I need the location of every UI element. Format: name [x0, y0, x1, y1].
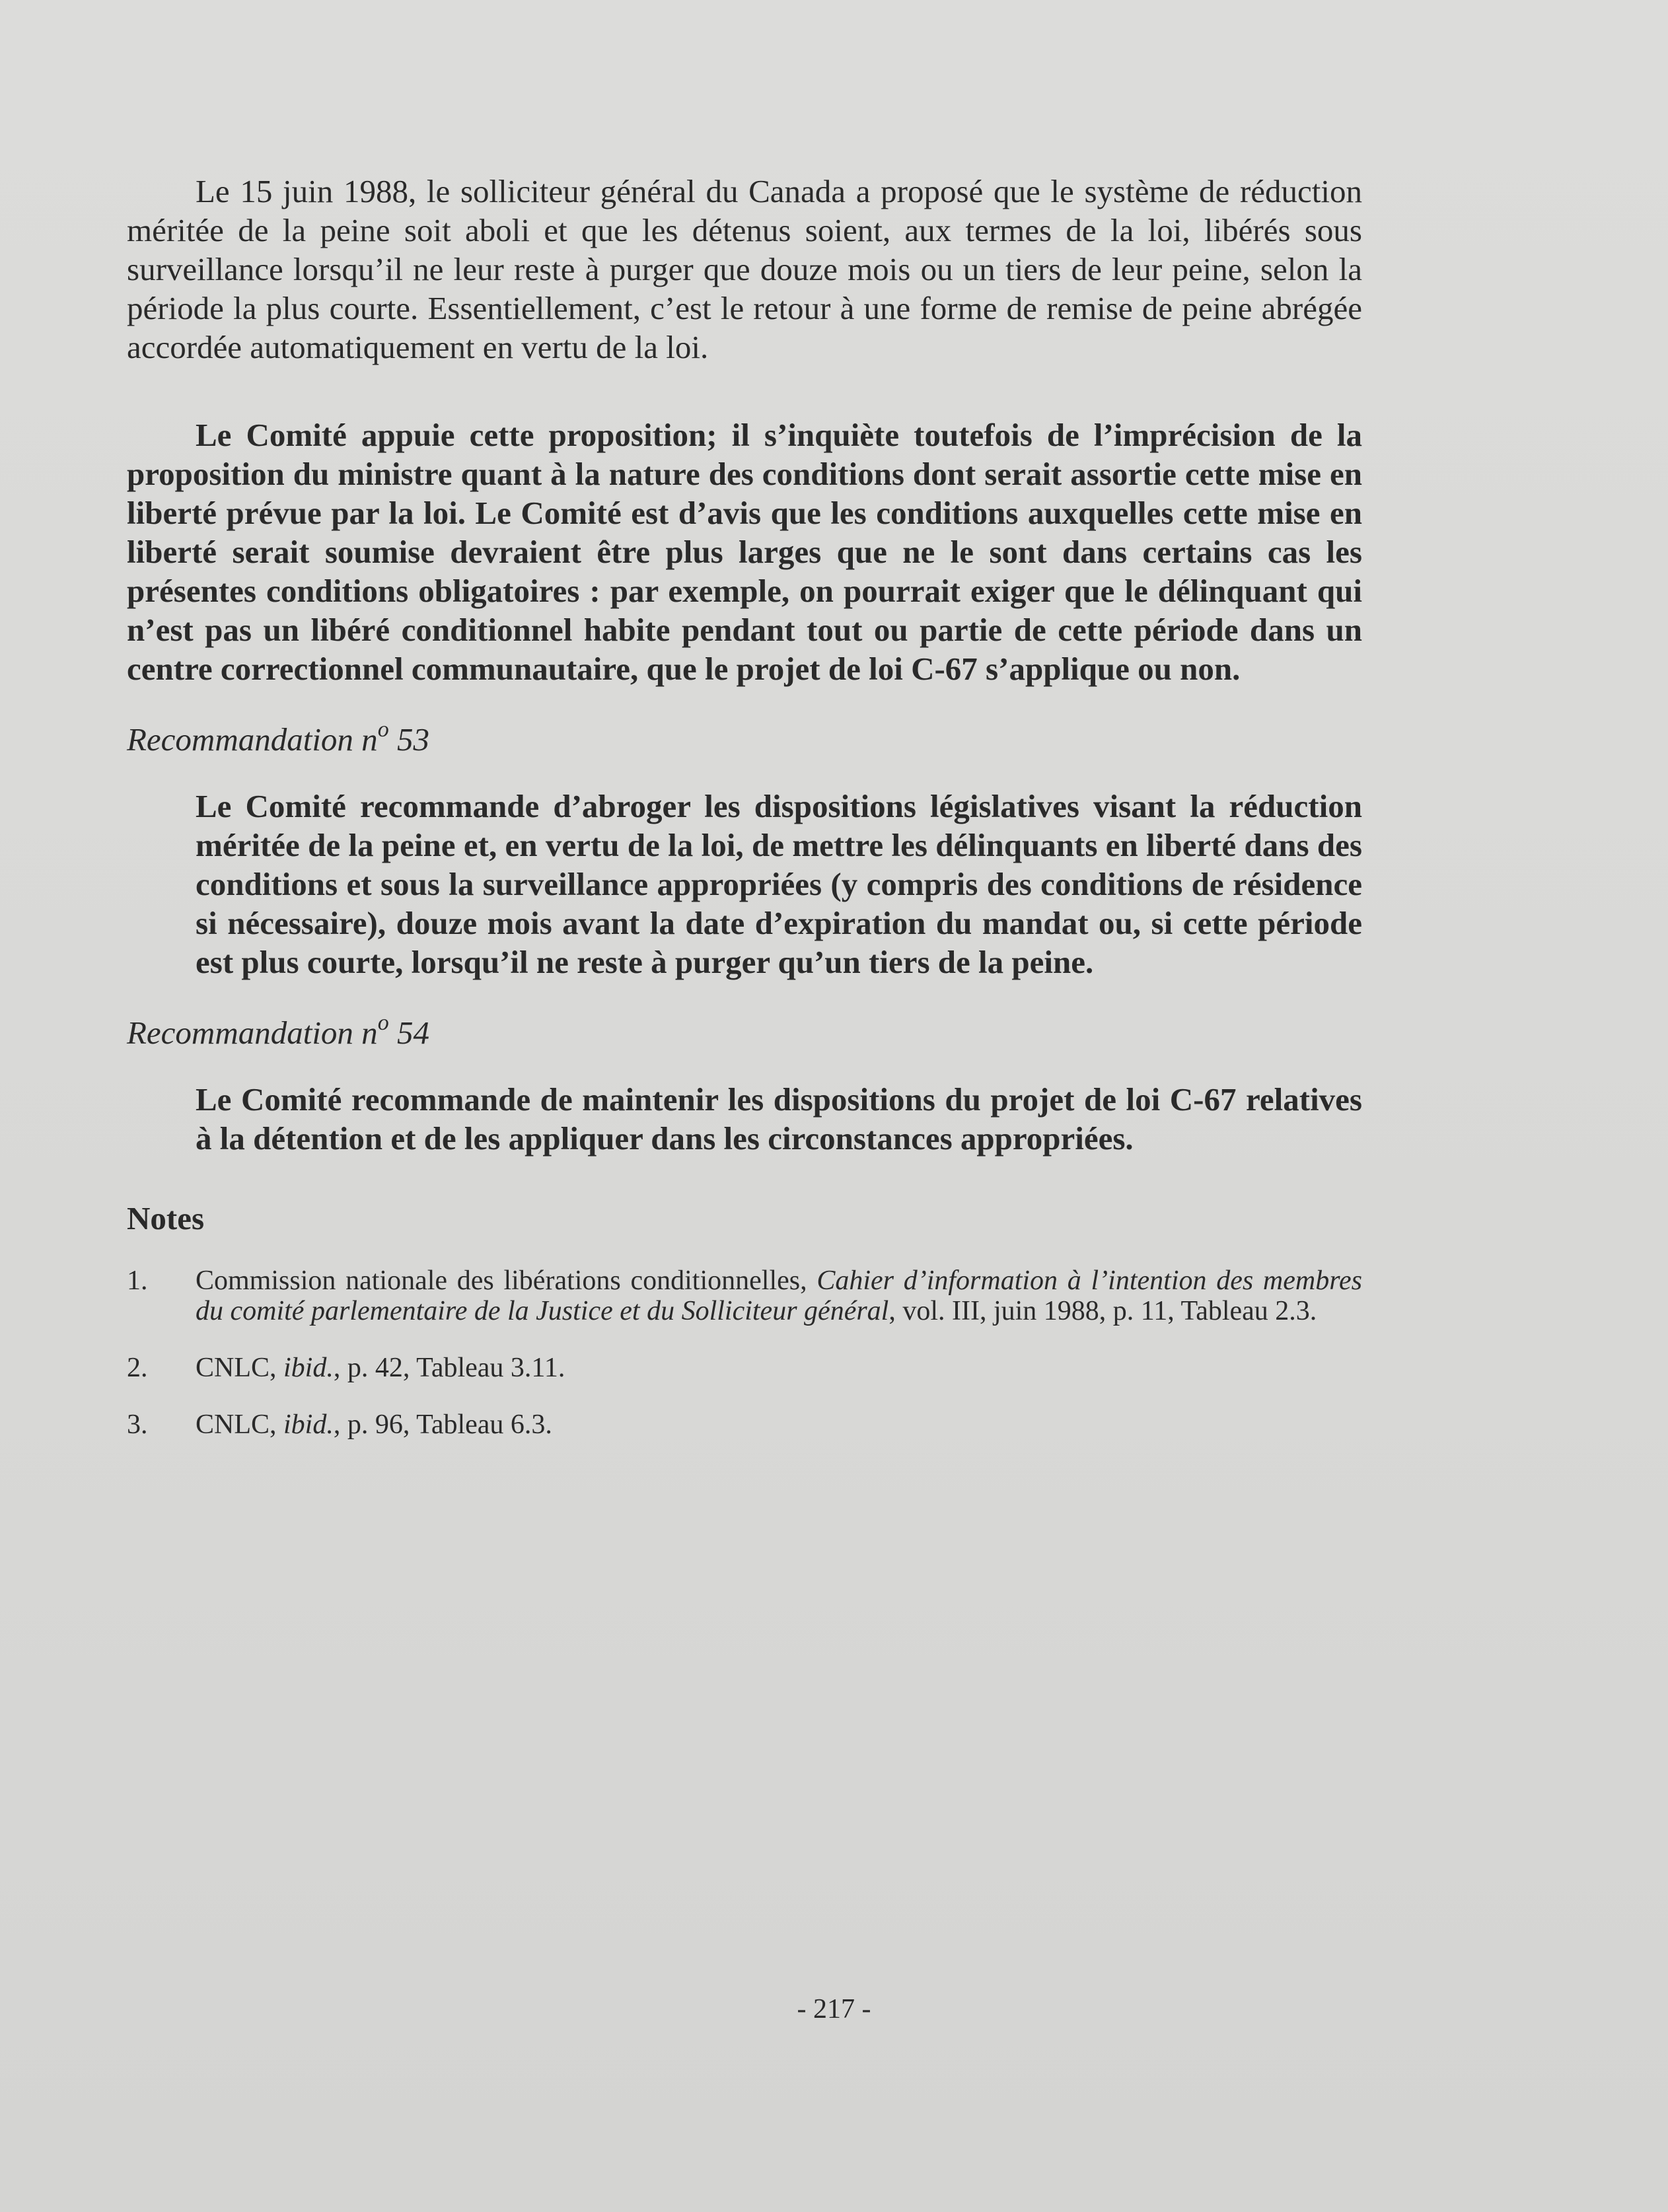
- note-text: [196, 1353, 1362, 1383]
- paragraph-committee-position: Le Comité appuie cette proposition; il s’inquiète toutefois de l’imprécision de la proposition du ministre quant à la nature des conditions dont serait assortie cette mise en liberté prévue par la loi. Le Comité est d’avis que les conditions auxquelles cette mise en liberté serait soumise devraient être plus larges que ne le sont dans certains cas les présentes conditions obligatoires : par exemple, on pourrait exiger que le délinquant qui n’est pas un libéré conditionnel habite pendant tout ou partie de cette période dans un centre correctionnel communautaire, que le projet de loi C-67 s’applique ou non.: [127, 417, 1362, 687]
- recommendation-54-body: Le Comité recommande de maintenir les dispositions du projet de loi C-67 relatives à la détention et de les appliquer dans les circonstances appropriées.: [196, 1081, 1362, 1157]
- recommendation-53-number: 53: [388, 721, 429, 758]
- notes-heading: Notes: [127, 1200, 205, 1236]
- page-number: - 217 -: [797, 1994, 871, 2024]
- recommendation-54-prefix: Recommandation n: [127, 1015, 378, 1051]
- recommendation-54-heading: [127, 1010, 1362, 1052]
- recommendation-53-sup: o: [377, 717, 389, 742]
- notes-list: [127, 1266, 1362, 1440]
- note-text-italic: ibid.: [283, 1353, 334, 1383]
- note-text-plain: Commission nationale des libérations conditionnelles,: [196, 1266, 817, 1296]
- note-text-plain: , p. 42, Tableau 3.11.: [333, 1353, 565, 1383]
- note-text: [196, 1266, 1362, 1326]
- note-number: 3.: [127, 1409, 148, 1440]
- note-text-italic: ibid.: [283, 1409, 334, 1440]
- note-item: [127, 1266, 1362, 1326]
- note-number: 1.: [127, 1266, 148, 1296]
- paragraph-solicitor-proposal: Le 15 juin 1988, le solliciteur général du Canada a proposé que le système de réduction méritée de la peine soit aboli et que les détenus soient, aux termes de la loi, libérés sous surveillance lorsqu’il ne leur reste à purger que douze mois ou un tiers de leur peine, selon la période la plus courte. Essentiellement, c’est le retour à une forme de remise de peine abrégée accordée automatiquement en vertu de la loi.: [127, 173, 1362, 365]
- recommendation-53-body: Le Comité recommande d’abroger les dispositions législatives visant la réduction méritée de la peine et, en vertu de la loi, de mettre les délinquants en liberté dans des conditions et sous la surveillance appropriées (y compris des conditions de résidence si nécessaire), douze mois avant la date d’expiration du mandat ou, si cette période est plus courte, lorsqu’il ne reste à purger qu’un tiers de la peine.: [196, 788, 1362, 980]
- note-item: [127, 1353, 1362, 1383]
- recommendation-54-sup: o: [377, 1010, 389, 1035]
- recommendation-53-heading: [127, 717, 1362, 759]
- note-text-plain: CNLC,: [196, 1409, 284, 1440]
- note-text-italic: Cahier d’information à l’intention des membres du comité parlementaire de la Justice et du Solliciteur général: [196, 1266, 1362, 1326]
- note-number: 2.: [127, 1353, 148, 1383]
- note-item: [127, 1409, 1362, 1440]
- note-text-plain: CNLC,: [196, 1353, 284, 1383]
- recommendation-53-prefix: Recommandation n: [127, 721, 378, 758]
- text-column: [127, 172, 1362, 1466]
- recommendation-54-number: 54: [388, 1015, 429, 1051]
- note-text: [196, 1409, 1362, 1440]
- note-text-plain: , vol. III, juin 1988, p. 11, Tableau 2.3.: [888, 1296, 1317, 1326]
- note-text-plain: , p. 96, Tableau 6.3.: [333, 1409, 552, 1440]
